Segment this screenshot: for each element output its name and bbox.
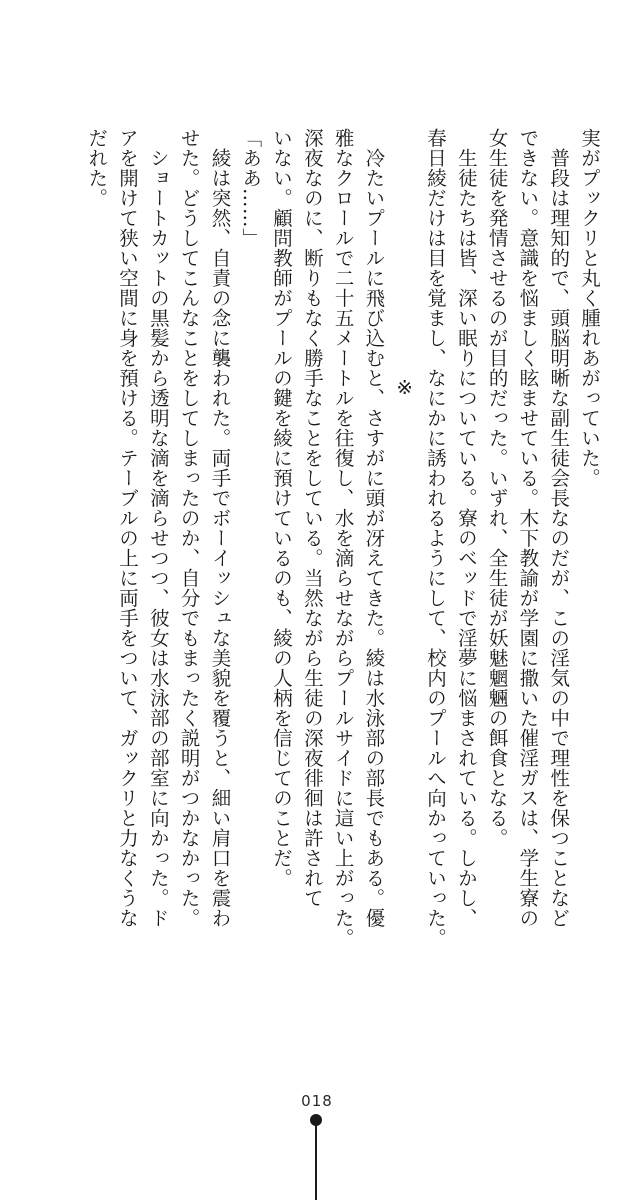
text-line: 女生徒を発情させるのが目的だった。いずれ、全生徒が妖魅魍魎の餌食となる。 [485,128,509,848]
text-line: 普段は理知的で、頭脳明晰な副生徒会長なのだが、この淫気の中で理性を保つことなど [547,128,571,928]
dialogue-line: 「ああ……」 [239,128,263,248]
text-line: できない。意識を悩ましく眩ませている。木下教諭が学園に撒いた催淫ガスは、学生寮の [516,128,540,928]
text-line: 深夜なのに、断りもなく勝手なことをしている。当然ながら生徒の深夜徘徊は許されて [300,128,324,908]
text-line: 春日綾だけは目を覚まし、なにかに誘われるようにして、校内のプールへ向かっていった。 [424,128,448,948]
text-line: 実がプックリと丸く腫れあがっていた。 [578,128,601,488]
text-line: ショートカットの黒髪から透明な滴を滴らせつつ、彼女は水泳部の部室に向かった。ド [146,128,170,928]
text-line: 生徒たちは皆、深い眠りについている。寮のベッドで淫夢に悩まされている。しかし、 [454,128,478,928]
text-line: 冷たいプールに飛び込むと、さすがに頭が冴えてきた。綾は水泳部の部長でもある。優 [362,128,386,928]
text-line: 雅なクロールで二十五メートルを往復し、水を滴らせながらプールサイドに這い上がった。 [331,128,355,948]
text-line: いない。顧問教師がプールの鍵を綾に預けているのも、綾の人柄を信じてのことだ。 [270,128,294,888]
scene-break-mark: ※ [393,376,417,400]
text-line: 綾は突然、自責の念に襲われた。両手でボーイッシュな美貌を覆うと、細い肩口を震わ [208,128,232,928]
text-line: せた。どうしてこんなことをしてしまったのか、自分でもまったく説明がつかなかった。 [177,128,201,928]
vertical-text-body [80,128,604,1000]
page-marker-dot [310,1114,322,1126]
page-marker-rule [315,1126,317,1200]
text-line: だれた。 [85,128,109,208]
text-line: アを開けて狭い空間に身を預ける。テーブルの上に両手をついて、ガックリと力なくうな [116,128,140,928]
page-number: 018 [301,1092,333,1110]
